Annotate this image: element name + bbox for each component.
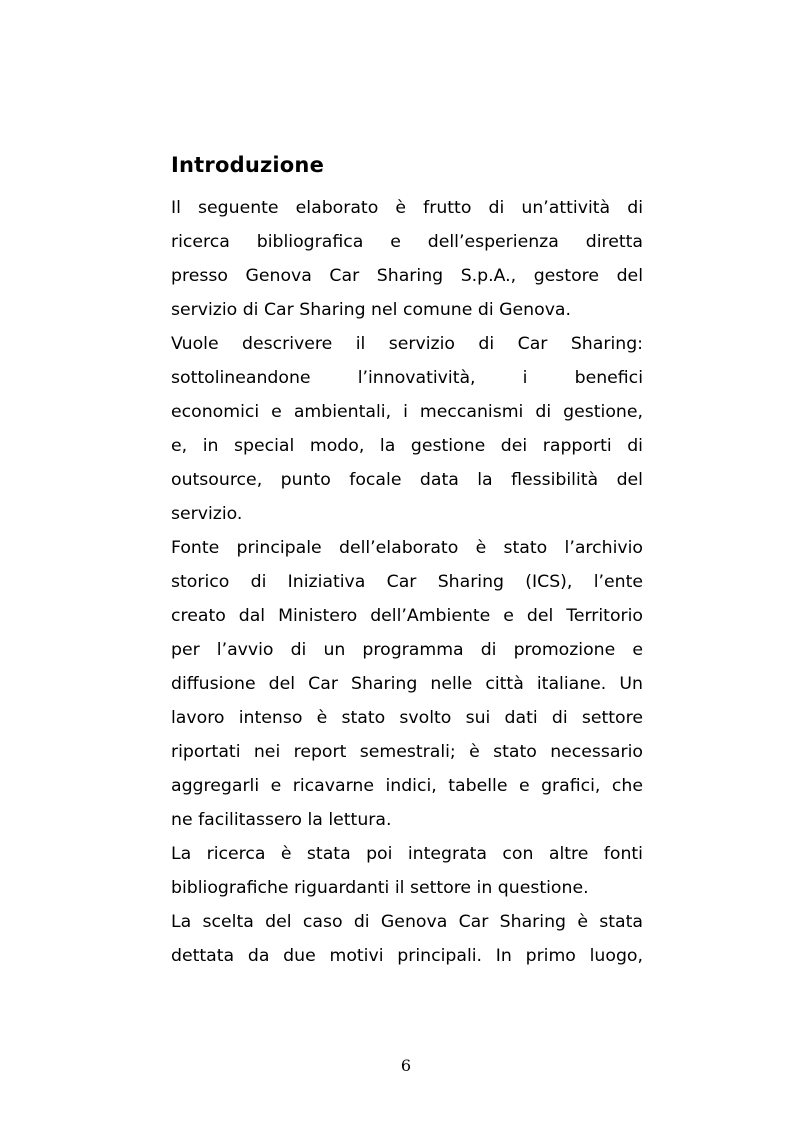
text-line: Fonte principale dell’elaborato è stato l’archivio	[171, 538, 643, 558]
text-line: servizio.	[171, 504, 243, 524]
body-text	[171, 191, 643, 973]
section-heading: Introduzione	[171, 153, 325, 177]
text-line: bibliografiche riguardanti il settore in questione.	[171, 878, 589, 898]
text-line: La scelta del caso di Genova Car Sharing è stata	[171, 912, 643, 932]
text-line: diffusione del Car Sharing nelle città italiane. Un	[171, 674, 643, 694]
text-line: Il seguente elaborato è frutto di un’attività di	[171, 198, 643, 218]
text-line: ricerca bibliografica e dell’esperienza diretta	[171, 232, 643, 252]
text-line: riportati nei report semestrali; è stato necessario	[171, 742, 643, 762]
text-line: dettata da due motivi principali. In primo luogo,	[171, 946, 643, 966]
text-line: e, in special modo, la gestione dei rapporti di	[171, 436, 643, 456]
text-line: servizio di Car Sharing nel comune di Genova.	[171, 300, 572, 320]
text-line: creato dal Ministero dell’Ambiente e del Territorio	[171, 606, 643, 626]
text-line: La ricerca è stata poi integrata con altre fonti	[171, 844, 643, 864]
text-line: Vuole descrivere il servizio di Car Sharing:	[171, 334, 643, 354]
text-line: aggregarli e ricavarne indici, tabelle e grafici, che	[171, 776, 643, 796]
text-line: presso Genova Car Sharing S.p.A., gestore del	[171, 266, 643, 286]
page-number: 6	[400, 1056, 412, 1075]
text-line: storico di Iniziativa Car Sharing (ICS), l’ente	[171, 572, 643, 592]
text-line: per l’avvio di un programma di promozione e	[171, 640, 643, 660]
text-line: outsource, punto focale data la flessibilità del	[171, 470, 643, 490]
text-line: sottolineandone l’innovatività, i benefici	[171, 368, 643, 388]
text-line: economici e ambientali, i meccanismi di gestione,	[171, 402, 643, 422]
text-line: lavoro intenso è stato svolto sui dati di settore	[171, 708, 643, 728]
text-line: ne facilitassero la lettura.	[171, 810, 392, 830]
